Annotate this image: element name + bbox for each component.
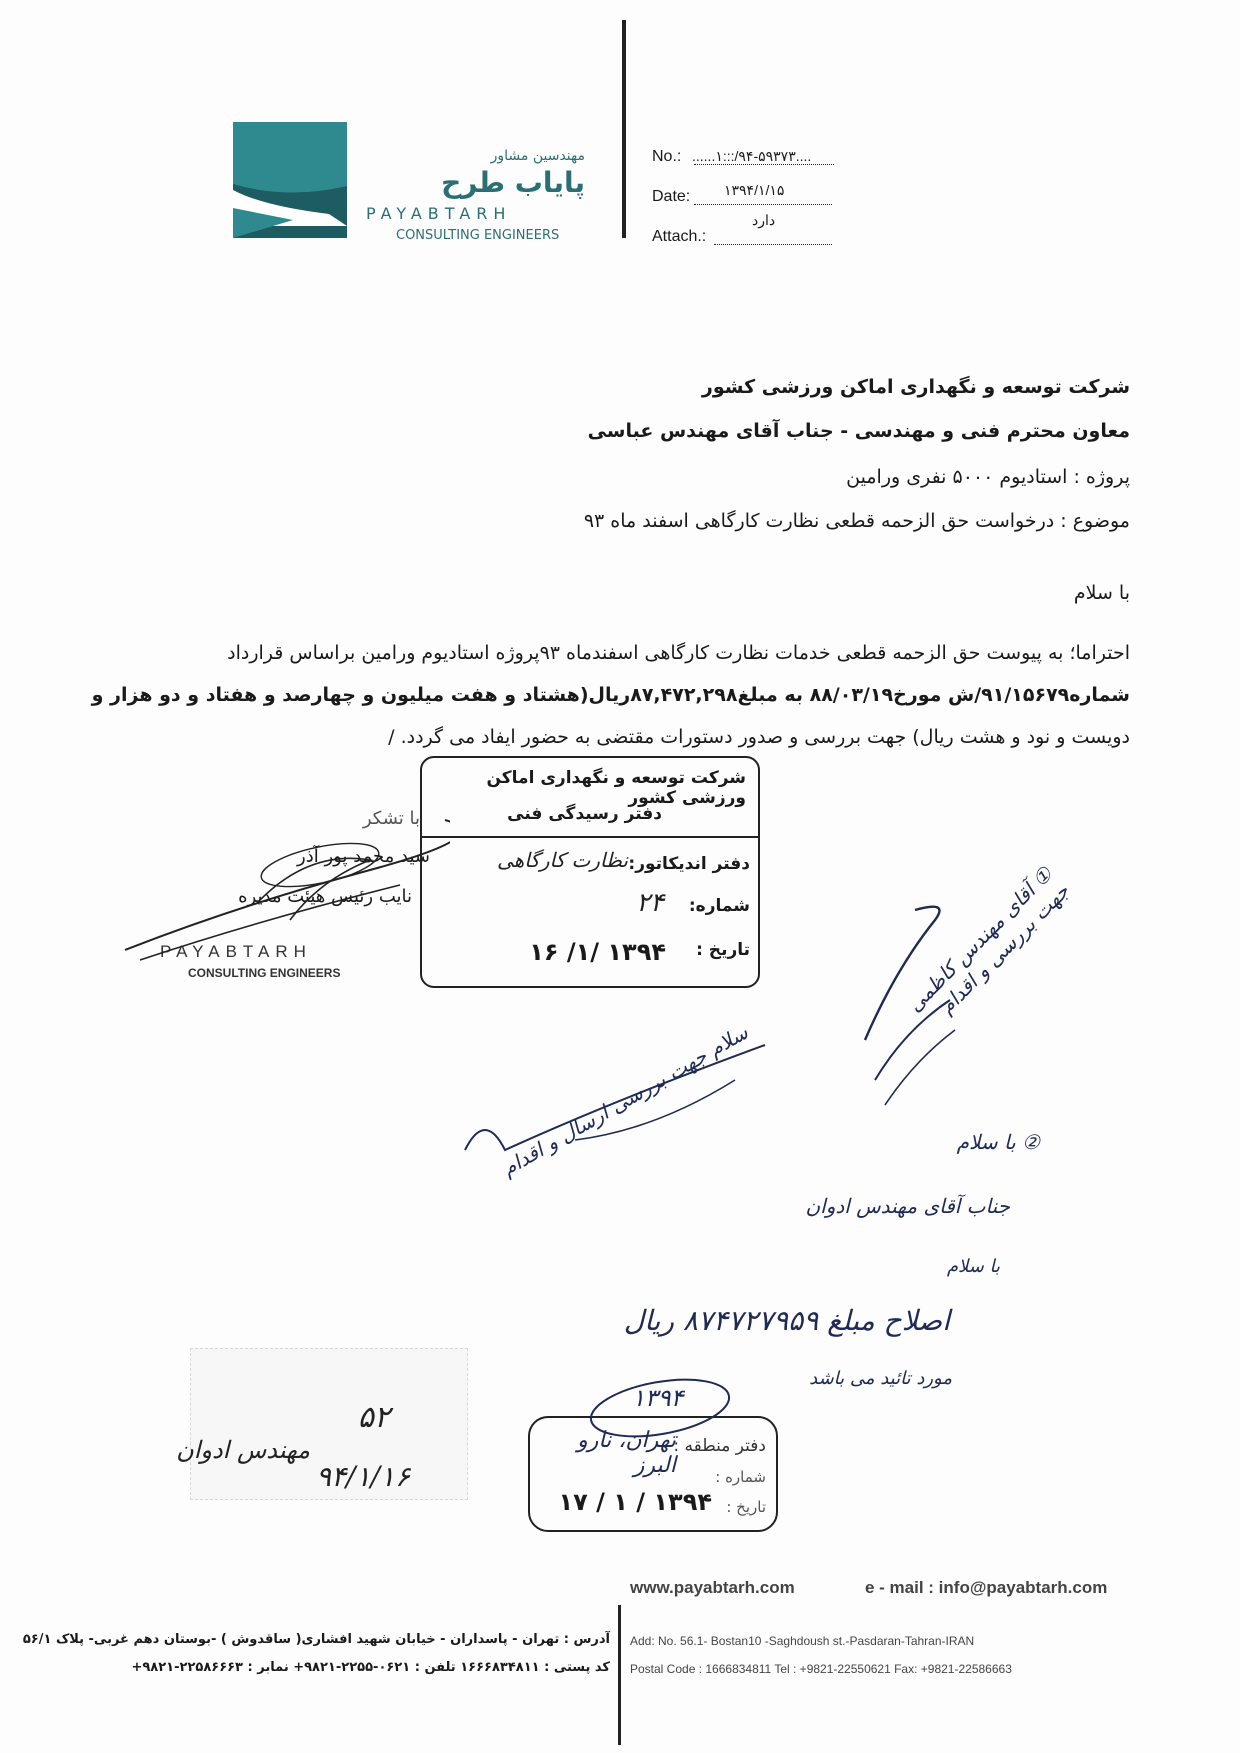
handwritten-scribble-right-icon [855, 880, 965, 1110]
ref-attach-row [652, 212, 776, 246]
receipt-stamp-org: شرکت توسعه و نگهداری اماکن ورزشی کشور [486, 768, 746, 808]
ref-number-value: ......۱:::/۹۴-۵۹۳۷۳.... [692, 148, 812, 164]
footer-address-persian: آدرس : تهران - پاسداران - خیابان شهید افشاری( ساقدوش ) -بوستان دهم غربی- پلاک ۵۶/۱ [22, 1632, 610, 1647]
handwritten-approved: مورد تائید می باشد [809, 1368, 952, 1389]
body-line-2-amount: شماره۹۱/۱۵۶۷۹/ش مورخ۸۸/۰۳/۱۹ به مبلغ۸۷,۴۷۲,۲۹۸ریال [588, 684, 1130, 706]
signature-logo-sub: CONSULTING ENGINEERS [188, 966, 341, 980]
logo-swoosh-icon [233, 122, 347, 238]
ref-date-row [652, 182, 785, 206]
handwritten-note-two: ② با سلام [956, 1130, 1040, 1154]
ref-date-value: ۱۳۹۴/۱/۱۵ [724, 182, 785, 198]
tehran-stamp-overmark: ۱۳۹۴ [632, 1384, 684, 1412]
handwritten-center-note: سلام جهت بررسی ارسال و اقدام [497, 1020, 752, 1181]
footer-address-english: Add: No. 56.1- Bostan10 -Saghdoush st.-Pasdaran-Tahran-IRAN [630, 1634, 975, 1648]
ref-attach-label: Attach.: [652, 228, 707, 245]
tehran-stamp-date-value: ۱۳۹۴ / ۱ / ۱۷ [558, 1488, 712, 1516]
receipt-stamp-indicator-value: نظارت کارگاهی [496, 848, 628, 872]
recipient-person: معاون محترم فنی و مهندسی - جناب آقای مهندس عباسی [587, 420, 1130, 442]
receipt-stamp-number-label: شماره: [688, 896, 750, 916]
footer-website[interactable]: www.payabtarh.com [630, 1578, 795, 1597]
handwritten-note-one: ① آقای مهندس کاظمی جهت بررسی و اقدام [902, 862, 1074, 1019]
signature-thanks: با تشکر [362, 808, 420, 829]
body-line-2 [92, 684, 1130, 706]
ref-date-label: Date: [652, 188, 691, 205]
handwritten-note-two-recipient: جناب آقای مهندس ادوان [805, 1194, 1010, 1218]
ref-number-label: No.: [652, 148, 682, 165]
project-line: پروژه : استادیوم ۵۰۰۰ نفری ورامین [846, 466, 1130, 488]
signature-title: نایب رئیس هیئت مدیره [238, 886, 412, 907]
subject-line: موضوع : درخواست حق الزحمه قطعی نظارت کارگاهی اسفند ماه ۹۳ [583, 510, 1130, 532]
logo-persian-subtitle: مهندسین مشاور [490, 148, 585, 164]
receipt-stamp-office: دفتر رسیدگی فنی [507, 804, 662, 824]
receipt-stamp-divider [422, 836, 758, 838]
footer-email[interactable]: e - mail : info@payabtarh.com [865, 1578, 1108, 1597]
tehran-stamp-office-value: تهران، نارو البرز [577, 1428, 676, 1478]
ref-number-row [652, 148, 812, 166]
body-line-2-words: (هشتاد و هفت میلیون و چهارصد و هفتاد و دو هزار و [91, 684, 589, 706]
recipient-company: شرکت توسعه و نگهداری اماکن ورزشی کشور [701, 376, 1130, 398]
handwritten-scribble-center-icon [455, 1040, 775, 1170]
signature-scribble-icon [120, 810, 450, 970]
receipt-stamp [420, 756, 760, 988]
footer-postal-english: Postal Code : 1666834811 Tel : +9821-22550621 Fax: +9821-22586663 [630, 1662, 1012, 1676]
body-line-3: دویست و نود و هشت ریال) جهت بررسی و صدور دستورات مقتضی به حضور ایفاد می گردد. / [388, 726, 1130, 748]
logo-persian-name: پایاب طرح [441, 166, 585, 199]
handwritten-greeting: با سلام [946, 1256, 1000, 1277]
receipt-stamp-date-value: ۱۳۹۴ /۱/ ۱۶ [529, 938, 666, 966]
receipt-stamp-indicator-label: دفتر اندیکاتور: [628, 854, 750, 874]
tehran-stamp-date-label: تاریخ : [726, 1498, 766, 1516]
greeting: با سلام [1073, 582, 1130, 604]
signature-name: سید محمد پور آذر [297, 846, 430, 867]
receipt-stamp-date-label: تاریخ : [696, 940, 750, 960]
handwritten-amount: اصلاح مبلغ ۸۷۴۷۲۷۹۵۹ ریال [623, 1304, 950, 1337]
handwritten-left-number: ۵۲ [357, 1400, 390, 1435]
body-line-1: احتراما؛ به پیوست حق الزحمه قطعی خدمات نظارت کارگاهی اسفندماه ۹۳پروژه استادیوم ورامین براساس قرارداد [227, 642, 1130, 664]
ref-attach-dots [714, 228, 832, 245]
signature-logo-en: PAYABTARH [160, 942, 312, 961]
footer-postal-persian: کد پستی : ۱۶۶۶۸۳۴۸۱۱ تلفن : ۰۶۲۱-۲۲۵۵-۹۸۲۱+ نمابر : ۲۲۵۸۶۶۶۳-۹۸۲۱+ [131, 1660, 610, 1675]
tehran-stamp-office-label: دفتر منطقه : [673, 1436, 766, 1456]
handwritten-left-name: مهندس ادوان [176, 1436, 310, 1464]
logo-mark [233, 122, 347, 238]
ref-attach-value: دارد [752, 212, 776, 228]
handwritten-left-date: ۹۴/۱/۱۶ [315, 1460, 410, 1493]
logo-english-name: PAYABTARH [366, 204, 512, 223]
header-divider [622, 20, 626, 238]
receipt-stamp-number-value: ۲۴ [636, 888, 664, 918]
logo-english-subtitle: CONSULTING ENGINEERS [396, 228, 560, 243]
tehran-stamp-number-label: شماره : [715, 1468, 766, 1486]
footer-divider [618, 1605, 621, 1745]
